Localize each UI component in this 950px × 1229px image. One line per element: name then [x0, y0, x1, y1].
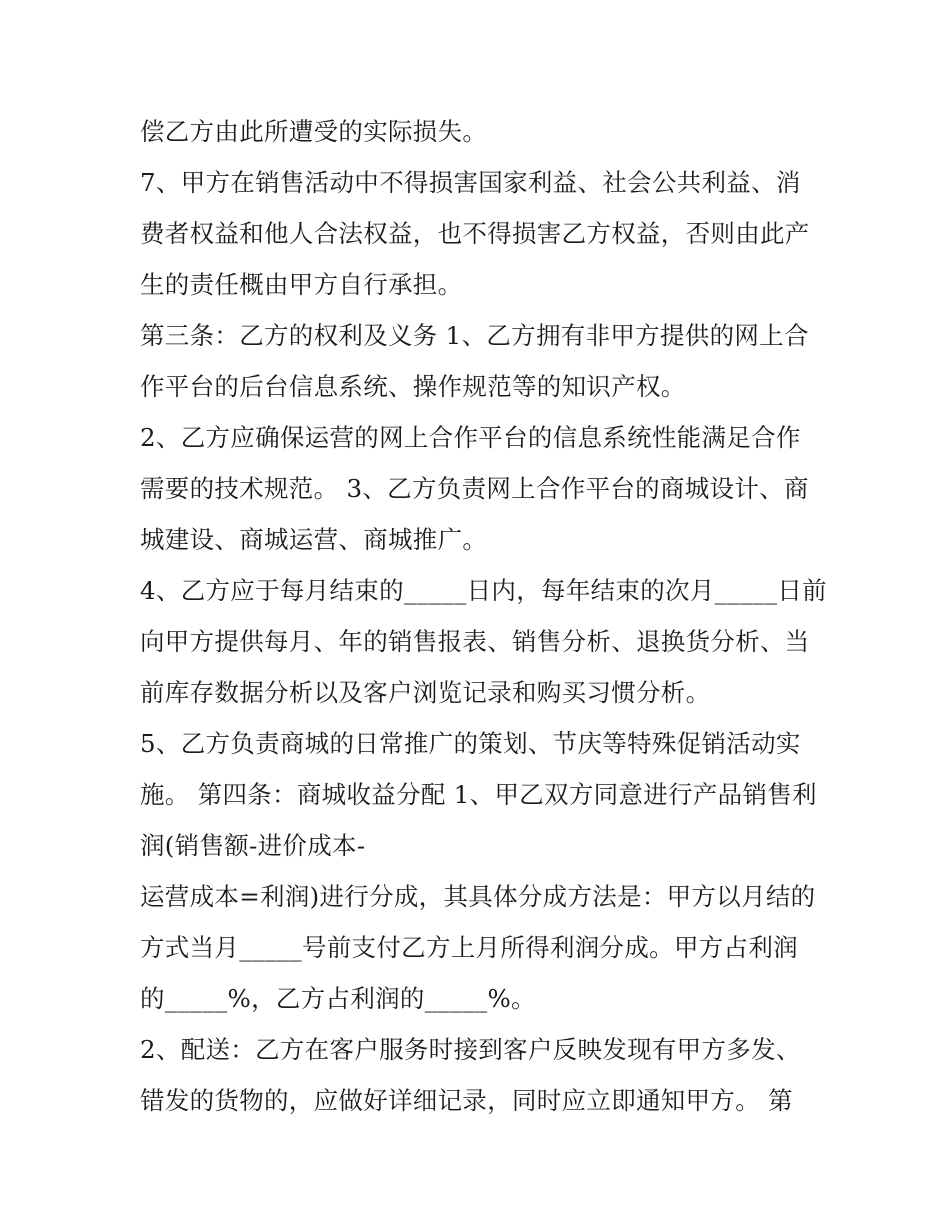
- text-line: 4、乙方应于每月结束的_____日内，每年结束的次月_____日前: [140, 576, 827, 605]
- text-line: 第三条：乙方的权利及义务 1、乙方拥有非甲方提供的网上合: [140, 321, 809, 350]
- text-line: 城建设、商城运营、商城推广。: [140, 525, 488, 554]
- text-line: 施。 第四条：商城收益分配 1、甲乙双方同意进行产品销售利: [140, 780, 817, 809]
- text-line: 错发的货物的，应做好详细记录，同时应立即通知甲方。 第: [140, 1086, 793, 1115]
- text-line: 生的责任概由甲方自行承担。: [140, 270, 463, 299]
- text-line: 费者权益和他人合法权益，也不得损害乙方权益，否则由此产: [140, 219, 810, 248]
- text-line: 润(销售额-进价成本-: [140, 831, 366, 860]
- text-line: 向甲方提供每月、年的销售报表、销售分析、退换货分析、当: [140, 627, 810, 656]
- text-line: 需要的技术规范。 3、乙方负责网上合作平台的商城设计、商: [140, 474, 809, 503]
- text-line: 的_____%，乙方占利润的_____%。: [140, 984, 536, 1013]
- text-line: 前库存数据分析以及客户浏览记录和购买习惯分析。: [140, 678, 711, 707]
- text-line: 2、配送：乙方在客户服务时接到客户反映发现有甲方多发、: [140, 1035, 801, 1064]
- text-line: 运营成本=利润)进行分成，其具体分成方法是：甲方以月结的: [140, 882, 816, 911]
- text-line: 7、甲方在销售活动中不得损害国家利益、社会公共利益、消: [140, 168, 801, 197]
- text-line: 方式当月_____号前支付乙方上月所得利润分成。甲方占利润: [140, 933, 798, 962]
- text-line: 偿乙方由此所遭受的实际损失。: [140, 117, 488, 146]
- text-line: 2、乙方应确保运营的网上合作平台的信息系统性能满足合作: [140, 423, 801, 452]
- contract-body-text: [140, 106, 830, 1126]
- text-line: 5、乙方负责商城的日常推广的策划、节庆等特殊促销活动实: [140, 729, 801, 758]
- text-line: 作平台的后台信息系统、操作规范等的知识产权。: [140, 372, 686, 401]
